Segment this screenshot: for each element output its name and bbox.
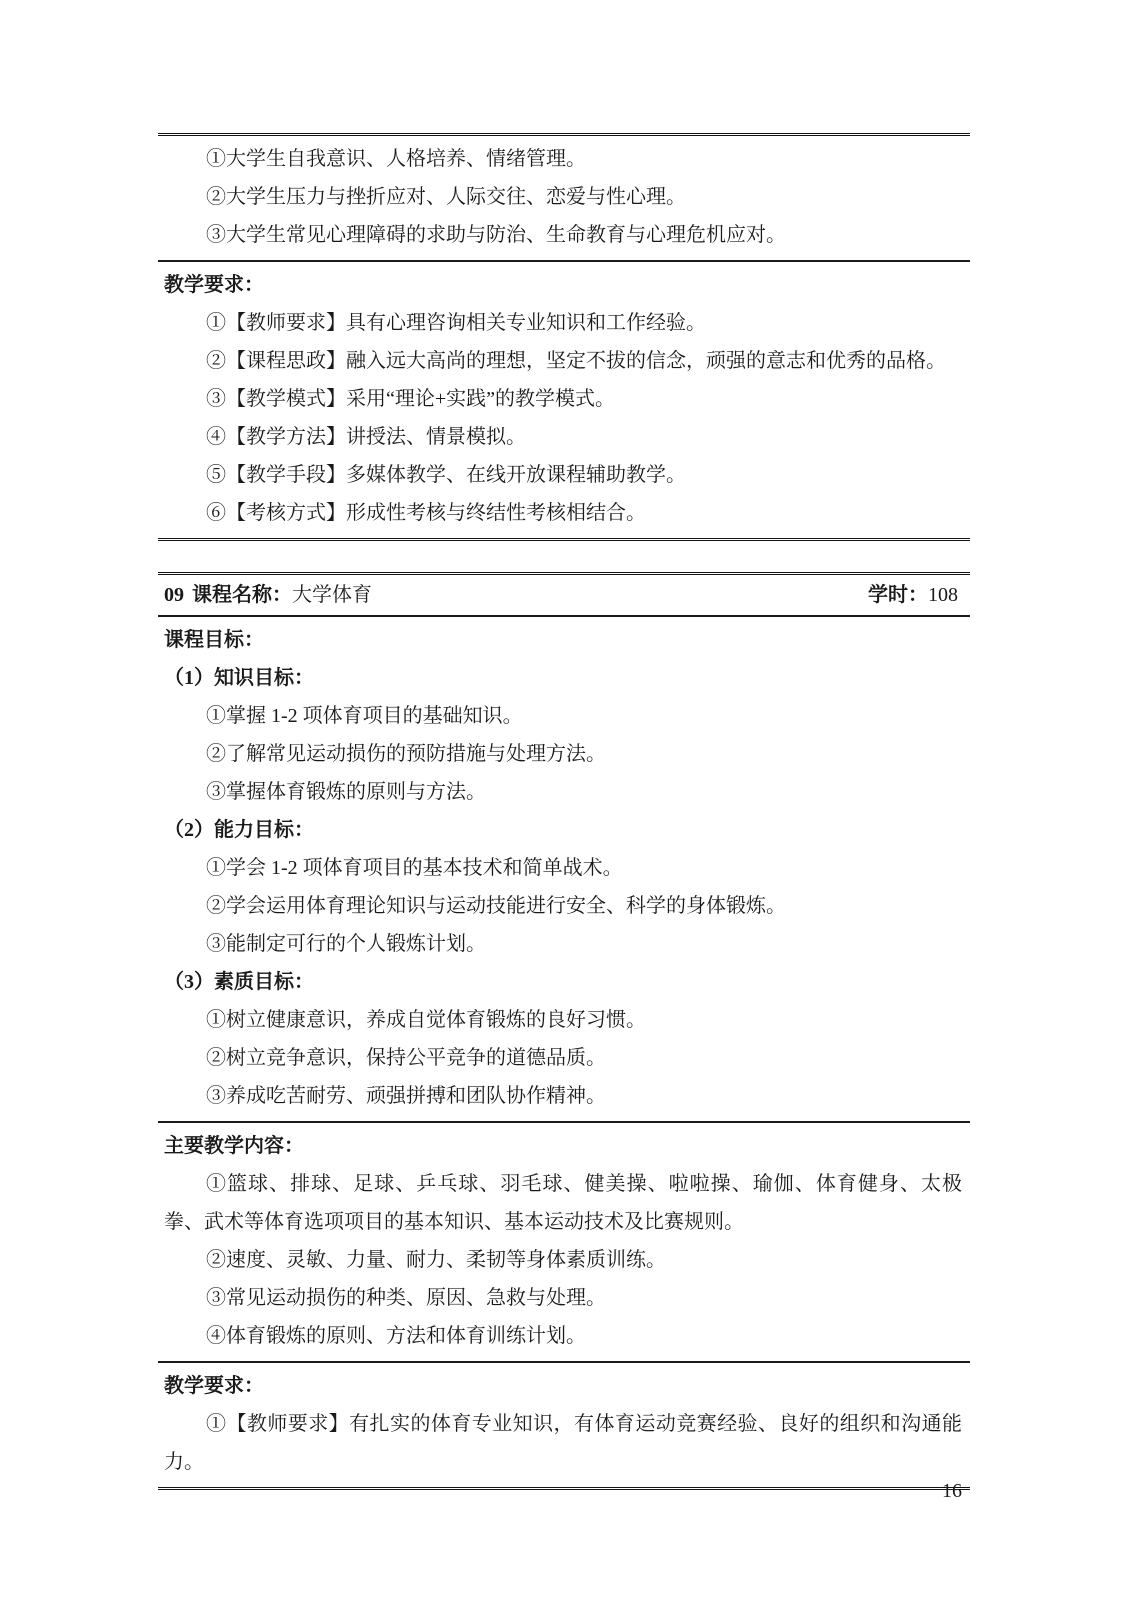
section-heading: 教学要求： <box>164 1375 264 1397</box>
course-objectives-row <box>158 617 970 1121</box>
table-gap <box>158 541 970 572</box>
list-item: ②速度、灵敏、力量、耐力、柔韧等身体素质训练。 <box>206 1249 666 1271</box>
course-content-row <box>158 1123 970 1361</box>
section-heading: 课程目标： <box>164 629 264 651</box>
course-name-value: 大学体育 <box>292 584 372 606</box>
list-item: ⑤【教学手段】多媒体教学、在线开放课程辅助教学。 <box>206 464 686 486</box>
section-heading: 主要教学内容： <box>164 1135 304 1157</box>
list-item: ②树立竞争意识，保持公平竞争的道德品质。 <box>206 1047 606 1069</box>
course-number: 09 <box>164 584 184 606</box>
course-teaching-requirements-row <box>158 1363 970 1487</box>
page-number: 16 <box>942 1480 962 1502</box>
objective-group-title: （1）知识目标： <box>164 667 314 689</box>
course-name-label: 课程名称： <box>192 584 292 606</box>
list-item: ⑥【考核方式】形成性考核与终结性考核相结合。 <box>206 502 646 524</box>
course-title <box>164 576 372 614</box>
list-item: ①篮球、排球、足球、乒乓球、羽毛球、健美操、啦啦操、瑜伽、体育健身、太极拳、武术等体育选项项目的基本知识、基本运动技术及比赛规则。 <box>164 1173 962 1233</box>
list-item: ①【教师要求】具有心理咨询相关专业知识和工作经验。 <box>206 312 706 334</box>
list-item: ③掌握体育锻炼的原则与方法。 <box>206 781 486 803</box>
list-item: ③【教学模式】采用“理论+实践”的教学模式。 <box>206 388 616 410</box>
objective-group-title: （2）能力目标： <box>164 819 314 841</box>
list-item: ①学会 1-2 项体育项目的基本技术和简单战术。 <box>206 857 623 879</box>
list-item: ③常见运动损伤的种类、原因、急救与处理。 <box>206 1287 606 1309</box>
hours-value: 108 <box>928 584 958 606</box>
list-item: ③能制定可行的个人锻炼计划。 <box>206 933 486 955</box>
list-item: ④体育锻炼的原则、方法和体育训练计划。 <box>206 1325 586 1347</box>
prev-course-teaching-requirements-row <box>158 262 970 538</box>
list-item: ①掌握 1-2 项体育项目的基础知识。 <box>206 705 523 727</box>
list-item: ③养成吃苦耐劳、顽强拼搏和团队协作精神。 <box>206 1085 606 1107</box>
course-hours <box>868 576 958 614</box>
list-item: ②学会运用体育理论知识与运动技能进行安全、科学的身体锻炼。 <box>206 895 786 917</box>
list-item: ③大学生常见心理障碍的求助与防治、生命教育与心理危机应对。 <box>206 224 786 246</box>
prev-course-content-row <box>158 136 970 260</box>
list-item: ①大学生自我意识、人格培养、情绪管理。 <box>206 148 586 170</box>
section-heading: 教学要求： <box>164 274 264 296</box>
list-item: ②了解常见运动损伤的预防措施与处理方法。 <box>206 743 606 765</box>
list-item: ①【教师要求】有扎实的体育专业知识，有体育运动竞赛经验、良好的组织和沟通能力。 <box>164 1413 962 1473</box>
list-item: ①树立健康意识，养成自觉体育锻炼的良好习惯。 <box>206 1009 646 1031</box>
list-item: ②【课程思政】融入远大高尚的理想，坚定不拔的信念，顽强的意志和优秀的品格。 <box>206 350 946 372</box>
hours-label: 学时： <box>868 584 928 606</box>
list-item: ②大学生压力与挫折应对、人际交往、恋爱与性心理。 <box>206 186 686 208</box>
course-header-row <box>158 575 970 615</box>
objective-group-title: （3）素质目标： <box>164 971 314 993</box>
syllabus-table <box>158 133 970 1490</box>
list-item: ④【教学方法】讲授法、情景模拟。 <box>206 426 526 448</box>
